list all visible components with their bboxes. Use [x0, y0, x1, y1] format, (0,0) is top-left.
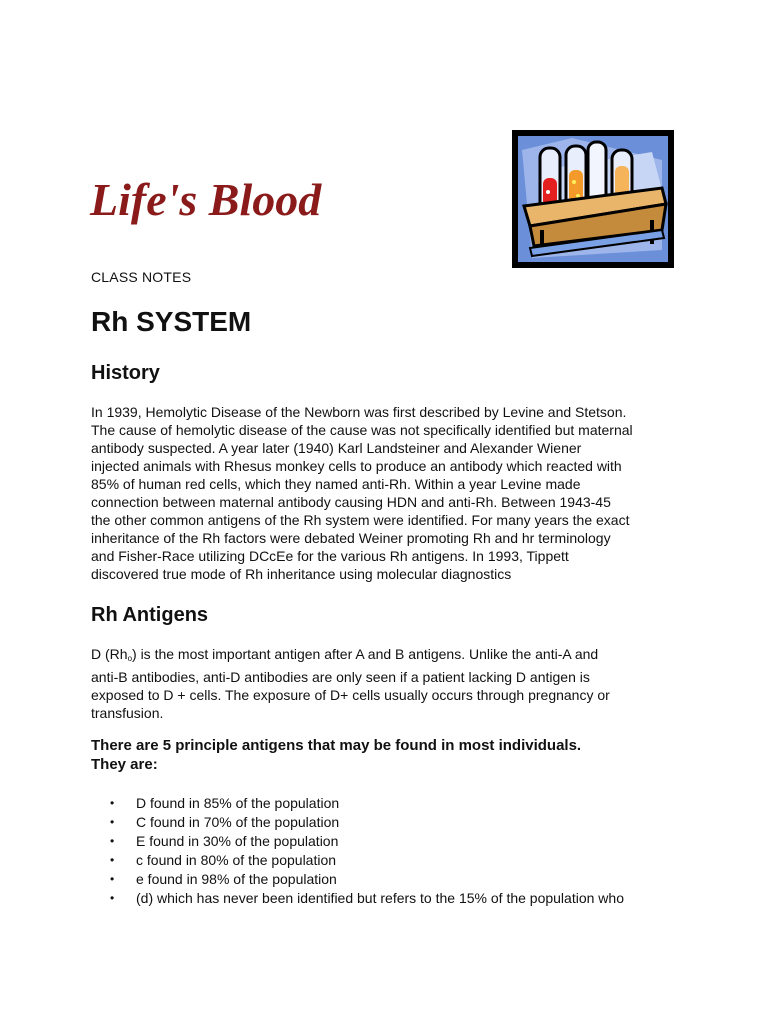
history-line: connection between maternal antibody causing HDN and anti-Rh. Between 1943-45 — [91, 494, 611, 510]
history-line: discovered true mode of Rh inheritance using molecular diagnostics — [91, 566, 512, 582]
list-item-text: (d) which has never been identified but refers to the 15% of the population who — [136, 890, 624, 906]
intro-line: There are 5 principle antigens that may be found in most individuals. — [91, 737, 582, 754]
history-line: and Fisher-Race utilizing DCcEe for the various Rh antigens. In 1993, Tippett — [91, 548, 569, 564]
history-line: antibody suspected. A year later (1940) Karl Landsteiner and Alexander Wiener — [91, 440, 582, 456]
antigen-line-prefix: D (Rh — [91, 646, 128, 662]
list-item-text: e found in 98% of the population — [136, 871, 337, 887]
list-item-text: C found in 70% of the population — [136, 814, 340, 830]
antigen-list — [110, 794, 624, 908]
document-title: Life's Blood — [90, 174, 322, 225]
antigen-line: anti-B antibodies, anti-D antibodies are only seen if a patient lacking D antigen is — [91, 669, 590, 685]
history-line: the other common antigens of the Rh system were identified. For many years the exact — [91, 512, 630, 528]
antigen-line-rest: ) is the most important antigen after A and B antigens. Unlike the anti-A and — [132, 646, 599, 662]
bullet-icon: • — [110, 796, 115, 810]
history-paragraph — [91, 403, 691, 583]
history-heading: History — [91, 362, 160, 384]
list-item-text: D found in 85% of the population — [136, 795, 340, 811]
list-item-text: E found in 30% of the population — [136, 833, 339, 849]
rho-subscript: o — [127, 654, 133, 663]
antigen-line: transfusion. — [91, 705, 164, 721]
bullet-icon: • — [110, 815, 115, 829]
class-notes-label: CLASS NOTES — [91, 269, 192, 285]
history-line: The cause of hemolytic disease of the cause was not specifically identified but maternal — [91, 422, 633, 438]
history-line: injected animals with Rhesus monkey cells to produce an antibody which reacted with — [91, 458, 622, 474]
list-item — [110, 870, 624, 889]
bullet-icon: • — [110, 853, 115, 867]
bullet-icon: • — [110, 834, 115, 848]
history-line: 85% of human red cells, which they named anti-Rh. Within a year Levine made — [91, 476, 581, 492]
list-item — [110, 794, 624, 813]
bullet-icon: • — [110, 872, 115, 886]
antigen-line: exposed to D + cells. The exposure of D+ cells usually occurs through pregnancy or — [91, 687, 610, 703]
antigen-line-first — [91, 645, 691, 668]
intro-line: They are: — [91, 756, 158, 773]
list-item — [110, 851, 624, 870]
test-tubes-clipart — [512, 130, 674, 268]
history-line: In 1939, Hemolytic Disease of the Newborn was first described by Levine and Stetson. — [91, 404, 627, 420]
rh-antigens-paragraph — [91, 645, 691, 722]
list-item — [110, 813, 624, 832]
principle-antigens-intro — [91, 736, 691, 774]
list-item-text: c found in 80% of the population — [136, 852, 337, 868]
section-title: Rh SYSTEM — [91, 306, 252, 337]
list-item — [110, 889, 624, 908]
history-line: inheritance of the Rh factors were debated Weiner promoting Rh and hr terminology — [91, 530, 611, 546]
bullet-icon: • — [110, 891, 115, 905]
list-item — [110, 832, 624, 851]
rh-antigens-heading: Rh Antigens — [91, 604, 209, 626]
